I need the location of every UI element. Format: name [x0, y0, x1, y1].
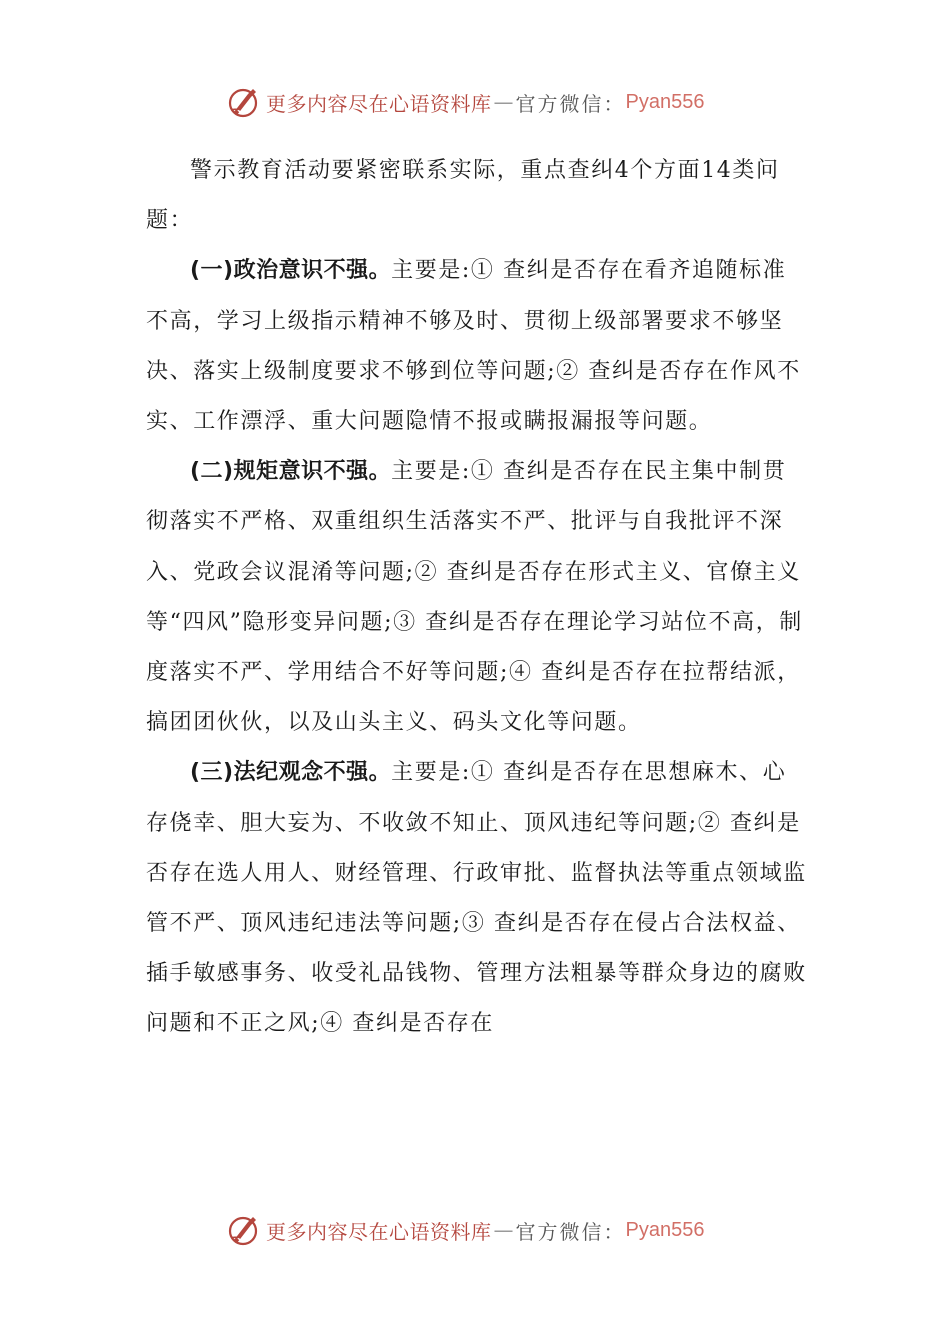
section-paragraph	[146, 246, 808, 447]
section-paragraph	[146, 748, 808, 1049]
document-body	[146, 146, 808, 1050]
banner-dash: —	[493, 1218, 514, 1242]
section-heading: (三)法纪观念不强。	[190, 760, 392, 786]
intro-paragraph: 警示教育活动要紧密联系实际，重点查纠4个方面14类问题：	[146, 158, 780, 234]
section-body: 主要是:① 查纠是否存在民主集中制贯彻落实不严格、双重组织生活落实不严、批评与自我批评不深入、党政会议混淆等问题;② 查纠是否存在形式主义、官僚主义等“四风”隐形变异问题;③ 查纠是否存在理论学习站位不高，制度落实不严、学用结合不好等问题;④ 查纠是否存在拉帮结派，搞团团伙伙，以及山头主义、码头文化等问题。	[146, 459, 803, 736]
banner-promo-text: 更多内容尽在心语资料库	[266, 1219, 492, 1244]
banner-wechat-id: Pyan556	[625, 1218, 705, 1241]
pen-nib-logo-icon	[226, 84, 262, 120]
banner-wechat-id: Pyan556	[625, 90, 705, 113]
pen-nib-logo-icon	[226, 1212, 262, 1248]
footer-banner-content	[226, 1210, 704, 1250]
section-body: 主要是:① 查纠是否存在看齐追随标准不高，学习上级指示精神不够及时、贯彻上级部署要求不够坚决、落实上级制度要求不够到位等问题;② 查纠是否存在作风不实、工作漂浮、重大问题隐情不报或瞒报漏报等问题。	[146, 258, 801, 435]
section-heading: (二)规矩意识不强。	[190, 459, 392, 485]
section-body: 主要是:① 查纠是否存在思想麻木、心存侥幸、胆大妄为、不收敛不知止、顶风违纪等问题;② 查纠是否存在选人用人、财经管理、行政审批、监督执法等重点领域监管不严、顶风违纪违法等问题;③ 查纠是否存在侵占合法权益、插手敏感事务、收受礼品钱物、管理方法粗暴等群众身边的腐败问题和不正之风;④ 查纠是否存在	[146, 760, 807, 1037]
footer-banner	[0, 1210, 950, 1250]
section-paragraph	[146, 447, 808, 748]
banner-promo-text: 更多内容尽在心语资料库	[266, 91, 492, 116]
section-heading: (一)政治意识不强。	[190, 258, 392, 284]
banner-dash: —	[493, 90, 514, 114]
banner-wechat-label: 官方微信：	[515, 91, 626, 116]
header-banner-content	[226, 82, 704, 122]
header-banner	[0, 82, 950, 122]
banner-wechat-label: 官方微信：	[515, 1219, 626, 1244]
